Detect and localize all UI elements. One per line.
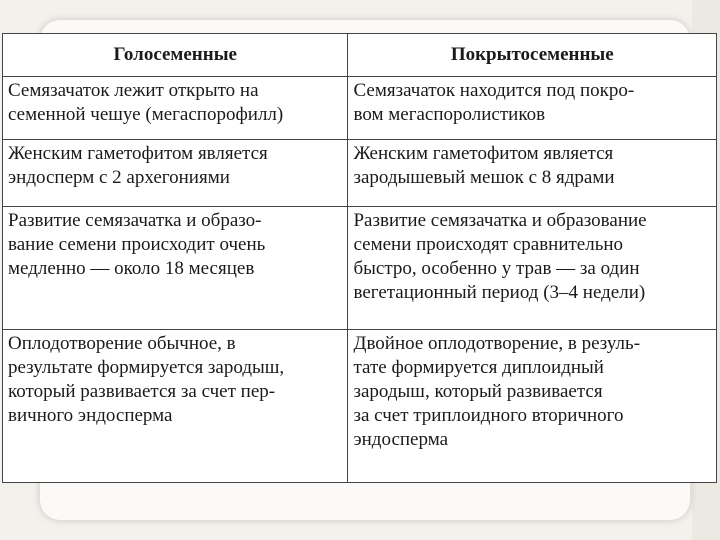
table-header-row: [3, 34, 717, 77]
header-gymnosperms: Голосеменные: [3, 34, 348, 77]
cell-angiosperms: Двойное оплодотворение, в резуль- тате формируется диплоидный зародыш, который развивается за счет триплоидного вторичного эндосперма: [348, 330, 717, 483]
cell-gymnosperms: Развитие семязачатка и образо- вание семени происходит очень медленно — около 18 месяцев: [3, 207, 348, 330]
cell-gymnosperms: Женским гаметофитом является эндосперм с 2 архегониями: [3, 140, 348, 207]
cell-angiosperms: Развитие семязачатка и образование семени происходят сравнительно быстро, особенно у трав — за один вегетационный период (3–4 недели): [348, 207, 717, 330]
cell-gymnosperms: Оплодотворение обычное, в результате формируется зародыш, который развивается за счет пер- вичного эндосперма: [3, 330, 348, 483]
cell-gymnosperms: Семязачаток лежит открыто на семенной чешуе (мегаспорофилл): [3, 77, 348, 140]
header-angiosperms: Покрытосеменные: [348, 34, 717, 77]
cell-angiosperms: Женским гаметофитом является зародышевый мешок с 8 ядрами: [348, 140, 717, 207]
comparison-table: [2, 33, 717, 483]
cell-angiosperms: Семязачаток находится под покро- вом мегаспоролистиков: [348, 77, 717, 140]
table-row: [3, 140, 717, 207]
table-row: [3, 77, 717, 140]
table-row: [3, 207, 717, 330]
table-row: [3, 330, 717, 483]
